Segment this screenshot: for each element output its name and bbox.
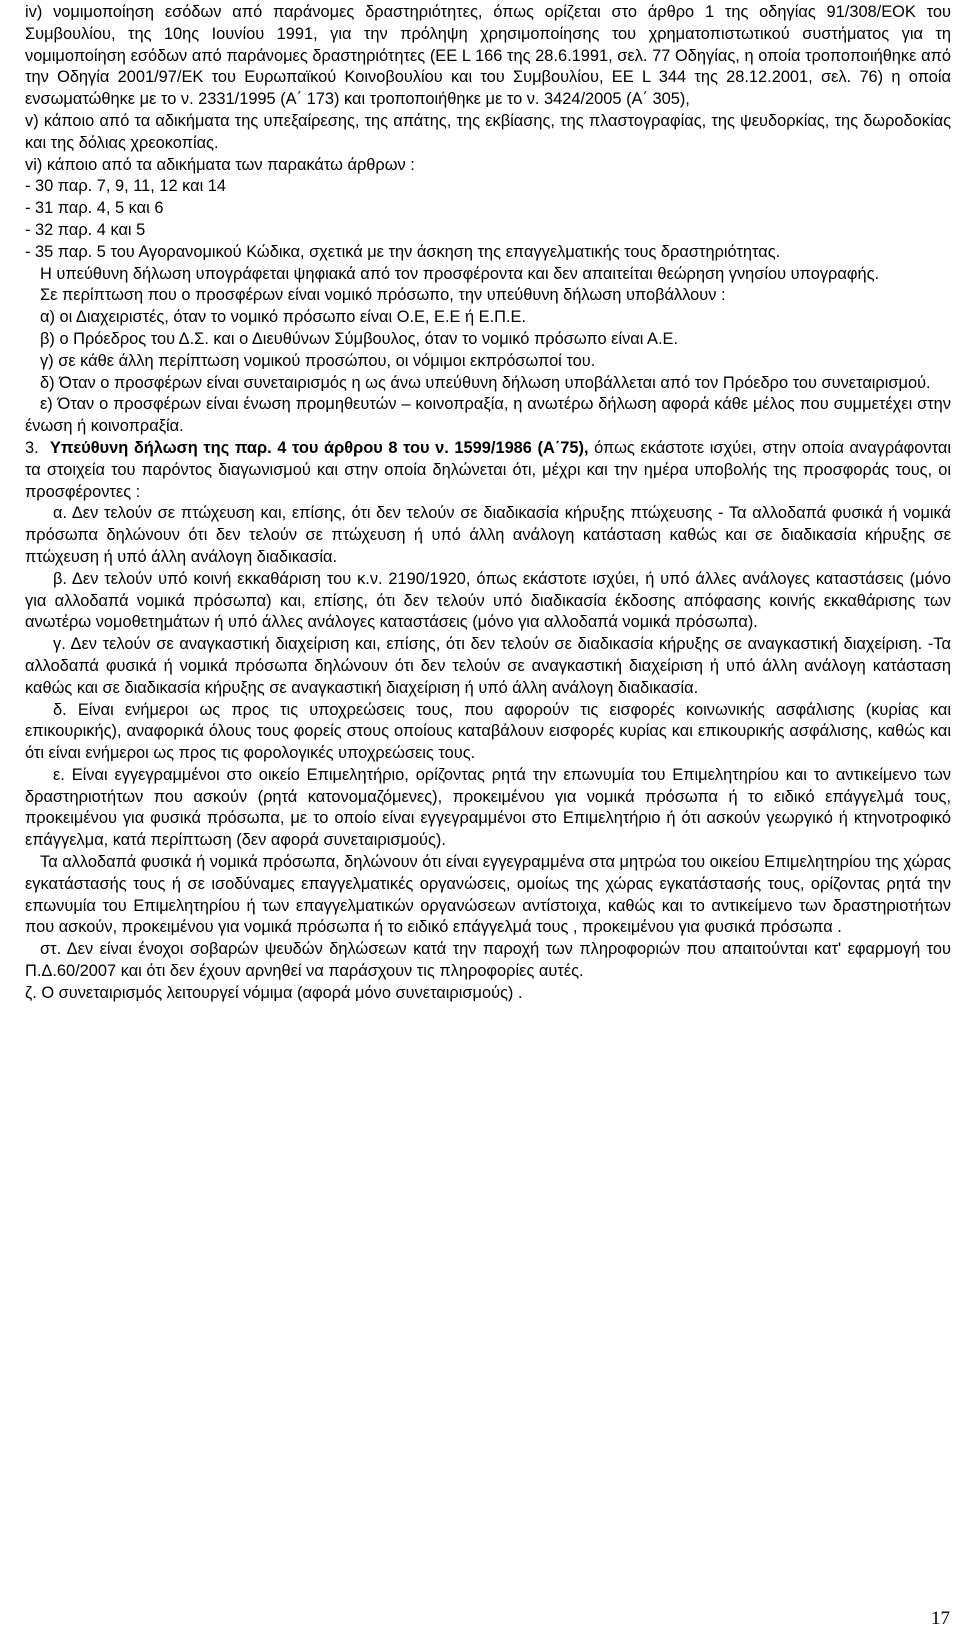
signature-note: Η υπεύθυνη δήλωση υπογράφεται ψηφιακά από τον προσφέροντα και δεν απαιτείται θεώρηση γνησίου υπογραφής.	[40, 264, 880, 283]
declaration-zeta: ζ. Ο συνεταιρισμός λειτουργεί νόμιμα (αφορά μόνο συνεταιρισμούς) .	[25, 983, 523, 1002]
item-3	[25, 438, 951, 503]
declaration-beta: β. Δεν τελούν υπό κοινή εκκαθάριση του κ.ν. 2190/1920, όπως εκάστοτε ισχύει, ή υπό άλλες ανάλογες καταστάσεις (μόνο για αλλοδαπά νομικά πρόσωπα) και, επίσης, ότι δεν τελούν υπό διαδικασία έκδοσης απόφασης κοινής εκκαθάρισης των ανωτέρω νομοθετημάτων ή υπό άλλες ανάλογες καταστάσεις (μόνο για αλλοδαπά νομικά πρόσωπα).	[25, 569, 951, 632]
legal-item-b: β) ο Πρόεδρος του Δ.Σ. και ο Διευθύνων Σύμβουλος, όταν το νομικό πρόσωπο είναι Α.Ε.	[40, 329, 679, 348]
legal-item-c: γ) σε κάθε άλλη περίπτωση νομικού προσώπου, οι νόμιμοι εκπρόσωποί του.	[40, 351, 596, 370]
declaration-st: στ. Δεν είναι ένοχοι σοβαρών ψευδών δηλώσεων κατά την παροχή των πληροφοριών που απαιτούνται κατ' εφαρμογή του Π.Δ.60/2007 και ότι δεν έχουν αρνηθεί να παράσχουν τις πληροφορίες αυτές.	[25, 940, 951, 981]
article-30: - 30 παρ. 7, 9, 11, 12 και 14	[25, 177, 227, 196]
item-3-text: όπως εκάστοτε ισχύει, στην οποία αναγράφονται τα στοιχεία του παρόντος διαγωνισμού και στην οποία δηλώνεται ότι, μέχρι και την ημέρα υποβολής της προσφοράς τους, οι προσφέροντες :	[25, 438, 951, 501]
article-32: - 32 παρ. 4 και 5	[25, 220, 146, 239]
item-3-heading: Υπεύθυνη δήλωση της παρ. 4 του άρθρου 8 του ν. 1599/1986 (Α΄75),	[49, 438, 589, 457]
page-number: 17	[931, 1608, 950, 1629]
item-3-number: 3.	[25, 438, 39, 457]
article-35: - 35 παρ. 5 του Αγορανομικού Κώδικα, σχετικά με την άσκηση της επαγγελματικής τους δραστηριότητας.	[25, 242, 781, 261]
legal-item-e: ε) Όταν ο προσφέρων είναι ένωση προμηθευτών – κοινοπραξία, η ανωτέρω δήλωση αφορά κάθε μέλος που συμμετέχει στην ένωση ή κοινοπραξία.	[25, 395, 951, 436]
document-page	[25, 2, 951, 1005]
legal-item-a: α) οι Διαχειριστές, όταν το νομικό πρόσωπο είναι Ο.Ε, Ε.Ε ή Ε.Π.Ε.	[40, 308, 527, 327]
legal-item-d: δ) Όταν ο προσφέρων είναι συνεταιρισμός η ως άνω υπεύθυνη δήλωση υποβάλλεται από τον Πρόεδρο του συνεταιρισμού.	[40, 373, 931, 392]
clause-v: v) κάποιο από τα αδικήματα της υπεξαίρεσης, της απάτης, της εκβίασης, της πλαστογραφίας, της ψευδορκίας, της δωροδοκίας και της δόλιας χρεοκοπίας.	[25, 111, 951, 152]
declaration-alpha: α. Δεν τελούν σε πτώχευση και, επίσης, ότι δεν τελούν σε διαδικασία κήρυξης πτώχευσης - Τα αλλοδαπά φυσικά ή νομικά πρόσωπα δηλώνουν ότι δεν τελούν σε πτώχευση ή υπό άλλη ανάλογη κατάσταση καθώς και σε διαδικασία κήρυξης σε πτώχευση ή υπό άλλη ανάλογη διαδικασία.	[25, 504, 951, 566]
clause-vi: vi) κάποιο από τα αδικήματα των παρακάτω άρθρων :	[25, 155, 415, 174]
clause-iv: iv) νομιμοποίηση εσόδων από παράνομες δραστηριότητες, όπως ορίζεται στο άρθρο 1 της οδηγίας 91/308/ΕΟΚ του Συμβουλίου, της 10ης Ιουνίου 1991, για την πρόληψη χρησιμοποίησης του χρηματοπιστωτικού συστήματος για τη νομιμοποίηση εσόδων από παράνομες δραστηριότητες (ΕΕ L 166 της 28.6.1991, σελ. 77 Οδηγίας, η οποία τροποποιήθηκε από την Οδηγία 2001/97/ΕΚ του Ευρωπαϊκού Κοινοβουλίου και του Συμβουλίου, ΕΕ L 344 της 28.12.2001, σελ. 76) η οποία ενσωματώθηκε με το ν. 2331/1995 (Α΄ 173) και τροποποιήθηκε με το ν. 3424/2005 (Α΄ 305),	[25, 3, 951, 109]
legal-person-note: Σε περίπτωση που ο προσφέρων είναι νομικό πρόσωπο, την υπεύθυνη δήλωση υποβάλλουν :	[40, 286, 726, 305]
foreign-persons-note: Τα αλλοδαπά φυσικά ή νομικά πρόσωπα, δηλώνουν ότι είναι εγγεγραμμένα στα μητρώα του οικείου Επιμελητηρίου της χώρας εγκατάστασής τους ή σε ισοδύναμες επαγγελματικές οργανώσεις, ομοίως της χώρας εγκατάστασής τους, ορίζοντας ρητά την επωνυμία του Επιμελητηρίου ή των επαγγελματικών οργανώσεων αντίστοιχα, καθώς και το αντικείμενο των δραστηριοτήτων που ασκούν, προκειμένου για νομικά πρόσωπα ή το ειδικό επάγγελμά τους , προκειμένου για φυσικά πρόσωπα .	[25, 853, 951, 937]
article-31: - 31 παρ. 4, 5 και 6	[25, 199, 164, 218]
declaration-gamma: γ. Δεν τελούν σε αναγκαστική διαχείριση και, επίσης, ότι δεν τελούν σε διαδικασία κήρυξης σε αναγκαστική διαχείριση. -Τα αλλοδαπά φυσικά ή νομικά πρόσωπα δηλώνουν ότι δεν τελούν σε αναγκαστική διαχείριση ή υπό άλλη ανάλογη κατάσταση καθώς και σε διαδικασία κήρυξης σε αναγκαστική διαχείριση ή υπό άλλη ανάλογη διαδικασία.	[25, 635, 951, 697]
declaration-epsilon: ε. Είναι εγγεγραμμένοι στο οικείο Επιμελητήριο, ορίζοντας ρητά την επωνυμία του Επιμελητηρίου και το αντικείμενο των δραστηριοτήτων που ασκούν (ρητά κατονομαζόμενες), προκειμένου για νομικά πρόσωπα ή το ειδικό επάγγελμά τους, προκειμένου για φυσικά πρόσωπα, με το οποίο είναι εγγεγραμμένοι στο Επιμελητήριο ή ότι ασκούν γεωργικό ή κτηνοτροφικό επάγγελμα, κατά περίπτωση (δεν αφορά συνεταιρισμούς).	[25, 765, 951, 850]
declaration-delta: δ. Είναι ενήμεροι ως προς τις υποχρεώσεις τους, που αφορούν τις εισφορές κοινωνικής ασφάλισης (κυρίας και επικουρικής), αναφορικά όλους τους φορείς στους οποίους καταβάλουν εισφορές κυρίας και επικουρικής ασφάλισης, καθώς και ότι είναι ενήμεροι ως προς τις φορολογικές υποχρεώσεις τους.	[25, 700, 951, 763]
